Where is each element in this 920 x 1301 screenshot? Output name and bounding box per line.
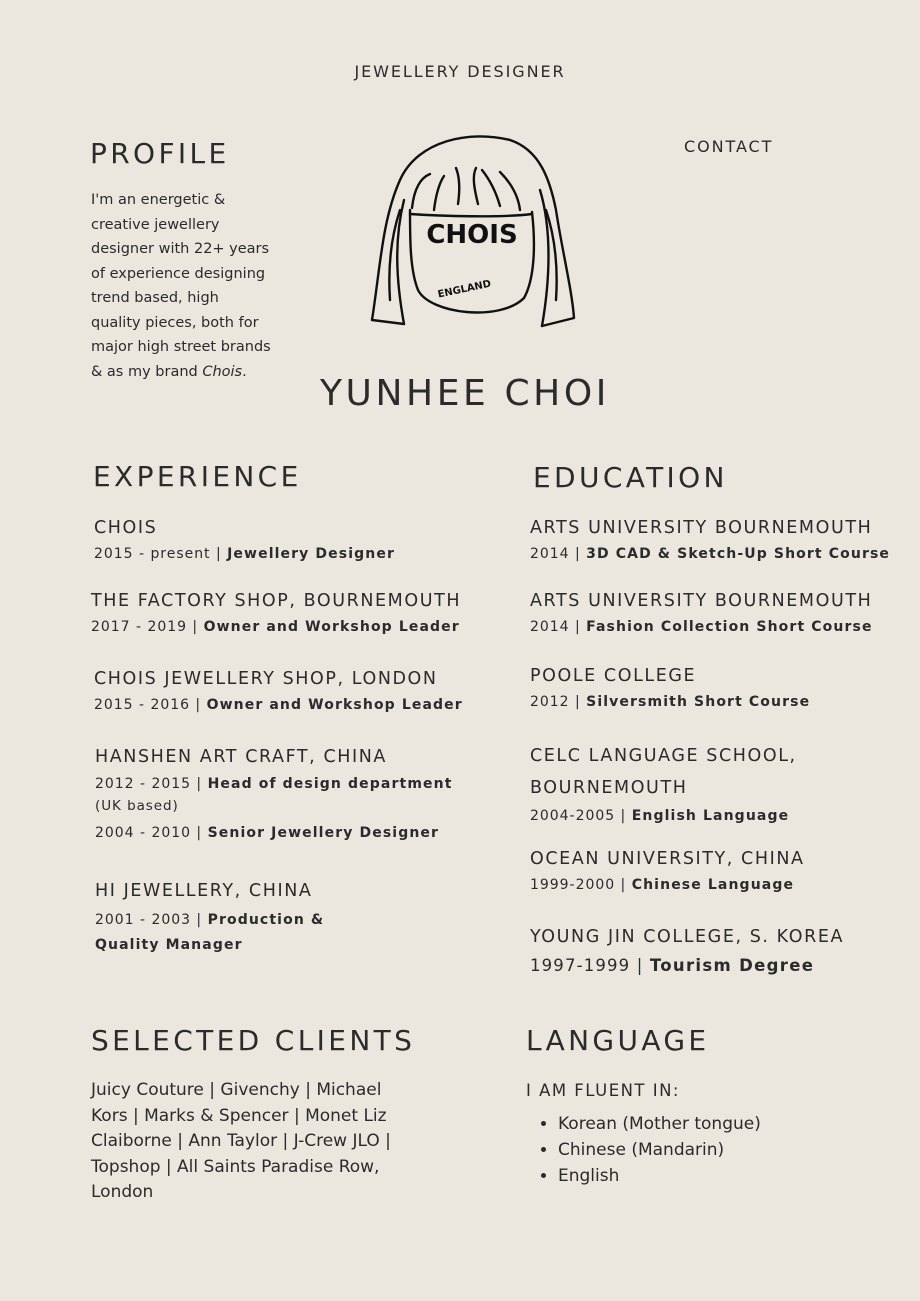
experience-item: HI JEWELLERY, CHINA 2001 - 2003 | Production & Quality Manager [95, 881, 325, 953]
experience-item: CHOIS 2015 - present | Jewellery Designer [94, 518, 396, 562]
candidate-name: YUNHEE CHOI [319, 373, 611, 414]
education-item: POOLE COLLEGE 2012 | Silversmith Short Course [530, 666, 811, 710]
language-item: • English [558, 1163, 761, 1189]
brand-name: Chois [202, 363, 243, 380]
language-item: • Korean (Mother tongue) [558, 1111, 761, 1137]
experience-heading: EXPERIENCE [93, 460, 302, 493]
experience-item: CHOIS JEWELLERY SHOP, LONDON 2015 - 2016 | Owner and Workshop Leader [94, 669, 463, 713]
contact-heading: CONTACT [684, 137, 774, 156]
clients-heading: SELECTED CLIENTS [91, 1024, 416, 1057]
language-intro: I AM FLUENT IN: [526, 1081, 680, 1100]
clients-list: Juicy Couture | Givenchy | Michael Kors | Marks & Spencer | Monet Liz Claiborne | Ann Taylor | J-Crew JLO | Topshop | All Saints Paradise Row, London [91, 1080, 391, 1203]
language-list [526, 1111, 761, 1189]
experience-item: HANSHEN ART CRAFT, CHINA 2012 - 2015 | Head of design department (UK based) 2004 - 2010 | Senior Jewellery Designer [95, 747, 453, 841]
education-heading: EDUCATION [533, 461, 728, 494]
girl-with-bob-haircut-logo-icon [360, 130, 580, 332]
logo-brand-text: CHOIS [426, 220, 518, 250]
profile-text: I'm an energetic & creative jewellery designer with 22+ years of experience designing trend based, high quality pieces, both for major high street brands & as my brand Chois. [91, 192, 271, 380]
education-item: YOUNG JIN COLLEGE, S. KOREA 1997-1999 | Tourism Degree [530, 927, 845, 975]
chois-logo [360, 130, 580, 332]
experience-item: THE FACTORY SHOP, BOURNEMOUTH 2017 - 2019 | Owner and Workshop Leader [91, 591, 462, 635]
job-title: JEWELLERY DESIGNER [354, 62, 566, 81]
language-heading: LANGUAGE [526, 1024, 710, 1057]
logo-subtext: ENGLAND [436, 278, 493, 301]
education-item: OCEAN UNIVERSITY, CHINA 1999-2000 | Chinese Language [530, 849, 805, 893]
education-item: ARTS UNIVERSITY BOURNEMOUTH 2014 | Fashion Collection Short Course [530, 591, 873, 635]
education-item: ARTS UNIVERSITY BOURNEMOUTH 2014 | 3D CAD & Sketch-Up Short Course [530, 518, 891, 562]
language-item: • Chinese (Mandarin) [558, 1137, 761, 1163]
profile-heading: PROFILE [90, 137, 230, 170]
education-item: CELC LANGUAGE SCHOOL, BOURNEMOUTH 2004-2005 | English Language [530, 746, 797, 824]
